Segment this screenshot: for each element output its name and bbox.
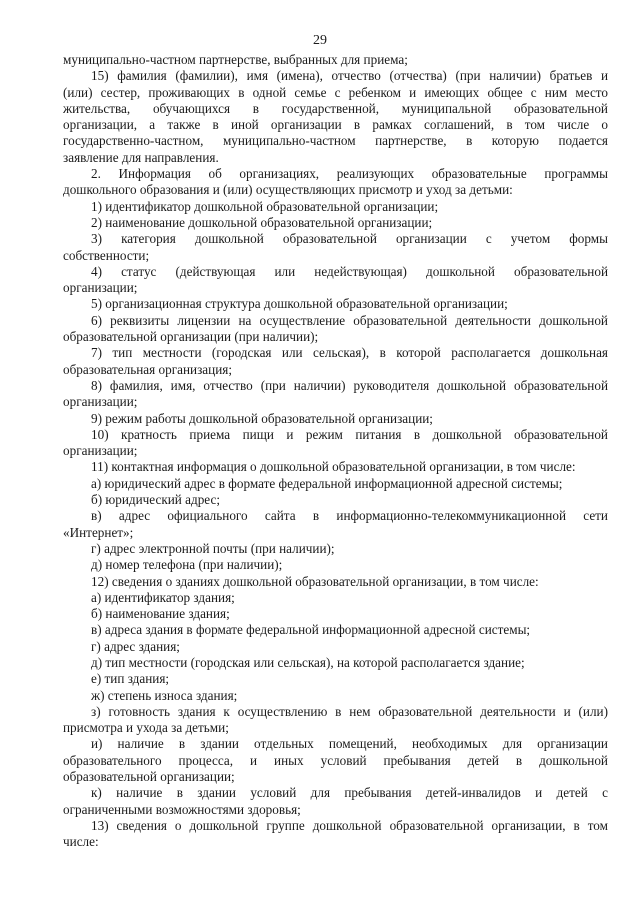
text-line: г) адрес электронной почты (при наличии);: [91, 540, 335, 556]
text-line: б) наименование здания;: [91, 606, 230, 622]
text-line: 7) тип местности (городская или сельская), в которой располагается дошкольная: [91, 345, 608, 361]
text-line: а) юридический адрес в формате федеральной информационной адресной системы;: [91, 475, 563, 491]
page-number: 29: [313, 33, 327, 48]
body-text: [63, 52, 608, 851]
text-line: организации;: [63, 280, 138, 296]
text-line: дошкольного образования и (или) осуществляющих присмотр и уход за детьми:: [63, 182, 513, 198]
text-line: в) адрес официального сайта в информационно-телекоммуникационной сети: [91, 508, 608, 524]
text-line: ж) степень износа здания;: [91, 687, 238, 703]
text-line: собственности;: [63, 247, 150, 263]
text-line: 5) организационная структура дошкольной образовательной организации;: [91, 296, 508, 312]
text-line: 10) кратность приема пищи и режим питания в дошкольной образовательной: [91, 426, 608, 442]
text-line: жительства, обучающихся в государственной, муниципальной образовательной: [63, 100, 608, 116]
text-line: (или) сестер, проживающих в одной семье с ребенком и имеющих общее с ним место: [63, 84, 608, 100]
text-line: к) наличие в здании условий для пребывания детей-инвалидов и детей с: [91, 785, 608, 801]
text-line: а) идентификатор здания;: [91, 589, 235, 605]
text-line: 13) сведения о дошкольной группе дошкольной образовательной организации, в том: [91, 817, 608, 833]
text-line: 4) статус (действующая или недействующая) дошкольной образовательной: [91, 263, 608, 279]
text-line: е) тип здания;: [91, 671, 170, 687]
text-line: «Интернет»;: [63, 524, 134, 540]
text-line: 2) наименование дошкольной образовательной организации;: [91, 214, 433, 230]
text-line: 15) фамилия (фамилии), имя (имена), отчество (отчества) (при наличии) братьев и: [91, 68, 608, 84]
text-line: г) адрес здания;: [91, 638, 180, 654]
text-line: числе:: [63, 834, 99, 850]
text-line: 12) сведения о зданиях дошкольной образовательной организации, в том числе:: [91, 573, 539, 589]
text-line: 8) фамилия, имя, отчество (при наличии) руководителя дошкольной образовательной: [91, 377, 608, 393]
text-line: муниципально-частном партнерстве, выбранных для приема;: [63, 52, 408, 67]
text-line: образовательной организации;: [63, 769, 235, 785]
text-line: 9) режим работы дошкольной образовательной организации;: [91, 410, 433, 426]
text-line: б) юридический адрес;: [91, 492, 221, 508]
text-line: образовательного процесса, и иных условий пребывания детей в дошкольной: [63, 752, 608, 768]
text-line: д) тип местности (городская или сельская), на которой располагается здание;: [91, 654, 525, 670]
text-line: присмотра и ухода за детьми;: [63, 720, 229, 736]
text-line: организации;: [63, 443, 138, 459]
text-line: 11) контактная информация о дошкольной образовательной организации, в том числе:: [91, 459, 576, 475]
text-line: ограниченными возможностями здоровья;: [63, 801, 301, 817]
text-line: 1) идентификатор дошкольной образовательной организации;: [91, 198, 439, 214]
text-line: и) наличие в здании отдельных помещений, необходимых для организации: [91, 736, 608, 752]
text-line: з) готовность здания к осуществлению в нем образовательной деятельности и (или): [91, 703, 608, 719]
text-line: д) номер телефона (при наличии);: [91, 557, 283, 573]
text-line: образовательной организации (при наличии);: [63, 329, 319, 345]
text-line: 6) реквизиты лицензии на осуществление образовательной деятельности дошкольной: [91, 312, 608, 328]
text-line: государственно-частном, муниципально-частном партнерстве, в которую подается: [63, 133, 608, 149]
text-line: заявление для направления.: [63, 149, 219, 165]
text-line: организации;: [63, 394, 138, 410]
text-line: 3) категория дошкольной образовательной организации с учетом формы: [91, 231, 608, 247]
text-line: организации, а также в иной организации в рамках соглашений, в том числе о: [63, 117, 608, 133]
text-line: образовательная организация;: [63, 361, 232, 377]
text-line: 2. Информация об организациях, реализующих образовательные программы: [91, 166, 608, 182]
text-line: в) адреса здания в формате федеральной информационной адресной системы;: [91, 622, 531, 638]
